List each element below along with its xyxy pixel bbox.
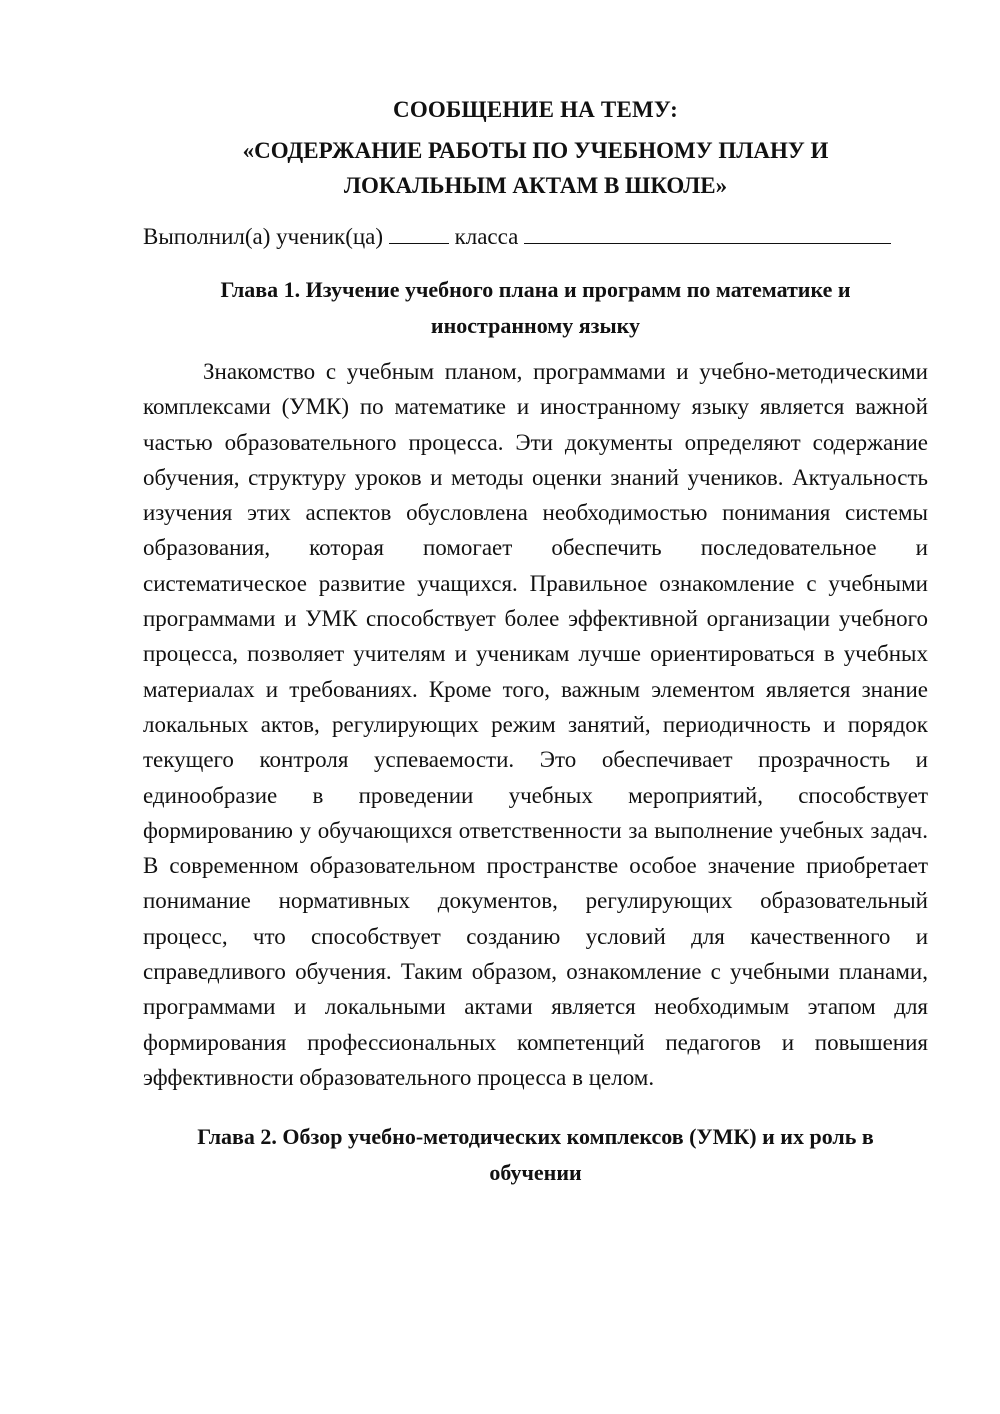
student-name-blank (524, 223, 891, 244)
student-line (143, 219, 928, 254)
chapter-1-heading: Глава 1. Изучение учебного плана и программ по математике и иностранному языку (220, 277, 851, 338)
chapter-2-heading: Глава 2. Обзор учебно-методических комплексов (УМК) и их роль в обучении (197, 1124, 874, 1186)
chapter-1-paragraph: Знакомство с учебным планом, программами и учебно-методическими комплексами (УМК) по математике и иностранному языку является важной частью образовательного процесса. Эти документы определяют содержание обучения, структуру уроков и методы оценки знаний учеников. Актуальность изучения этих аспектов обусловлена необходимостью понимания системы образования, которая помогает обеспечить последовательное и систематическое развитие учащихся. Правильное ознакомление с учебными программами и УМК способствует более эффективной организации учебного процесса, позволяет учителям и ученикам лучше ориентироваться в учебных материалах и требованиях. Кроме того, важным элементом является знание локальных актов, регулирующих режим занятий, периодичность и порядок текущего контроля успеваемости. Это обеспечивает прозрачность и единообразие в проведении учебных мероприятий, способствует формированию у обучающихся ответственности за выполнение учебных задач. В современном образовательном пространстве особое значение приобретает понимание нормативных документов, регулирующих образовательный процесс, что способствует созданию условий для качественного и справедливого обучения. Таким образом, ознакомление с учебными планами, программами и локальными актами является необходимым этапом для формирования профессиональных компетенций педагогов и повышения эффективности образовательного процесса в целом. (143, 359, 928, 1090)
class-number-blank (389, 223, 449, 244)
student-label: Выполнил(а) ученик(ца) (143, 224, 384, 249)
document-title: СООБЩЕНИЕ НА ТЕМУ: (393, 97, 678, 122)
class-label: класса (454, 224, 519, 249)
document-body (143, 92, 928, 1191)
document-subtitle: «СОДЕРЖАНИЕ РАБОТЫ ПО УЧЕБНОМУ ПЛАНУ И ЛОКАЛЬНЫМ АКТАМ В ШКОЛЕ» (242, 138, 829, 198)
